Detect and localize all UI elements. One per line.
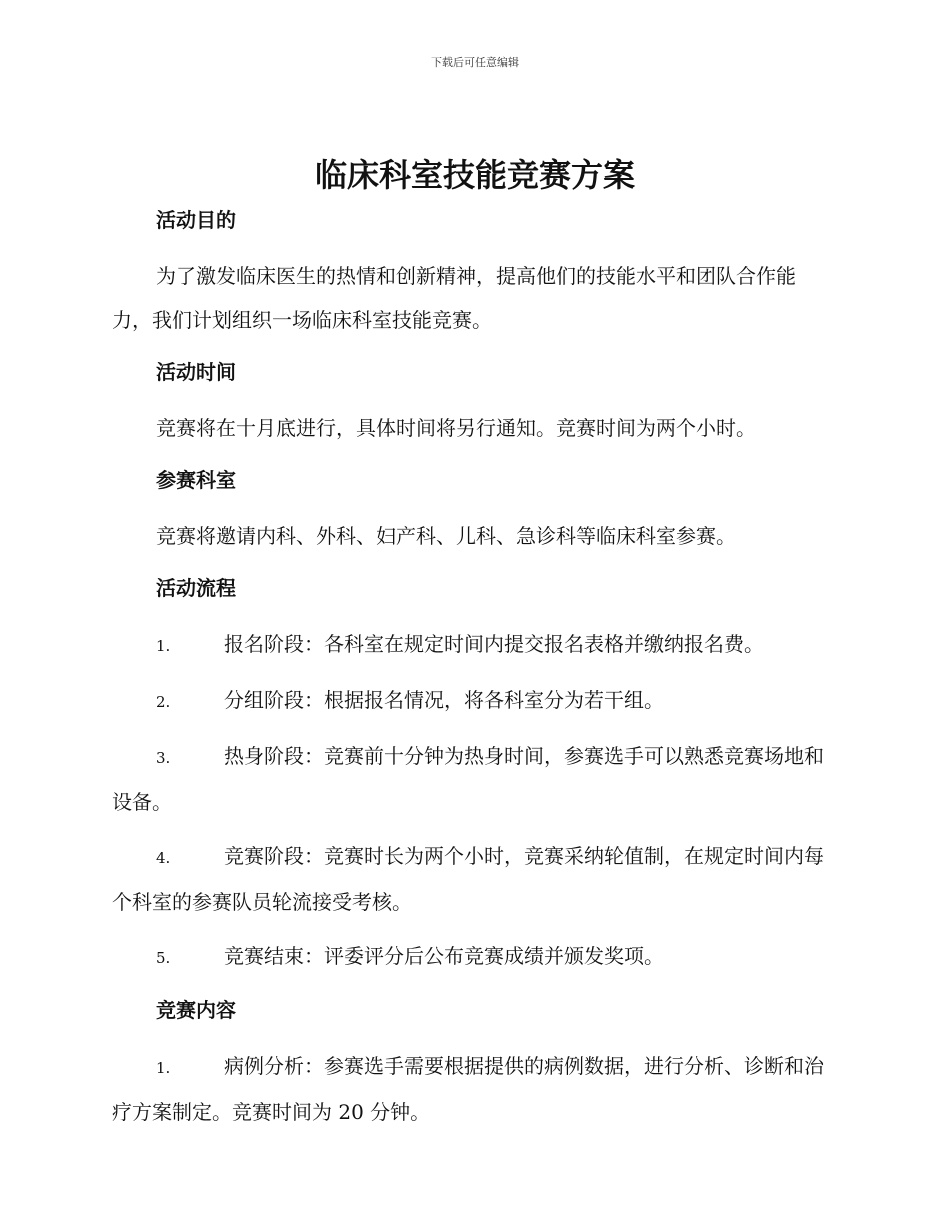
list-item-text: 热身阶段：竞赛前十分钟为热身时间，参赛选手可以熟悉竞赛场地和设备。 — [112, 744, 824, 814]
list-item-text: 竞赛阶段：竞赛时长为两个小时，竞赛采纳轮值制，在规定时间内每个科室的参赛队员轮流接受考核。 — [112, 844, 824, 914]
section-heading-content: 竞赛内容 — [156, 998, 236, 1022]
section-heading-purpose: 活动目的 — [156, 208, 236, 232]
page-header-note: 下载后可任意编辑 — [431, 56, 519, 69]
list-item-text: 竞赛结束：评委评分后公布竞赛成绩并颁发奖项。 — [224, 944, 664, 968]
content-list-item — [112, 1044, 832, 1134]
list-item-text: 分组阶段：根据报名情况，将各科室分为若干组。 — [224, 688, 664, 712]
process-list-item — [112, 678, 832, 724]
list-item-number: 5. — [156, 949, 171, 967]
section-heading-time: 活动时间 — [156, 360, 236, 384]
section-heading-departments: 参赛科室 — [156, 468, 236, 492]
document-title: 临床科室技能竞赛方案 — [314, 156, 635, 194]
list-item-number: 3. — [156, 749, 171, 767]
list-item-text: 报名阶段：各科室在规定时间内提交报名表格并缴纳报名费。 — [224, 632, 764, 656]
list-item-number: 1. — [156, 1059, 171, 1077]
process-list-item — [112, 934, 832, 980]
list-item-text: 病例分析：参赛选手需要根据提供的病例数据，进行分析、诊断和治疗方案制定。竞赛时间为 20 分钟。 — [112, 1054, 824, 1124]
document-body — [112, 200, 832, 1144]
section-heading-process: 活动流程 — [156, 576, 236, 600]
section-text-time: 竞赛将在十月底进行，具体时间将另行通知。竞赛时间为两个小时。 — [156, 416, 756, 440]
list-item-number: 4. — [156, 849, 171, 867]
process-list-item — [112, 734, 832, 824]
process-list-item — [112, 834, 832, 924]
section-text-purpose: 为了激发临床医生的热情和创新精神，提高他们的技能水平和团队合作能力，我们计划组织一场临床科室技能竞赛。 — [112, 264, 796, 332]
process-list-item — [112, 622, 832, 668]
list-item-number: 2. — [156, 693, 171, 711]
list-item-number: 1. — [156, 637, 171, 655]
section-text-departments: 竞赛将邀请内科、外科、妇产科、儿科、急诊科等临床科室参赛。 — [156, 524, 736, 548]
